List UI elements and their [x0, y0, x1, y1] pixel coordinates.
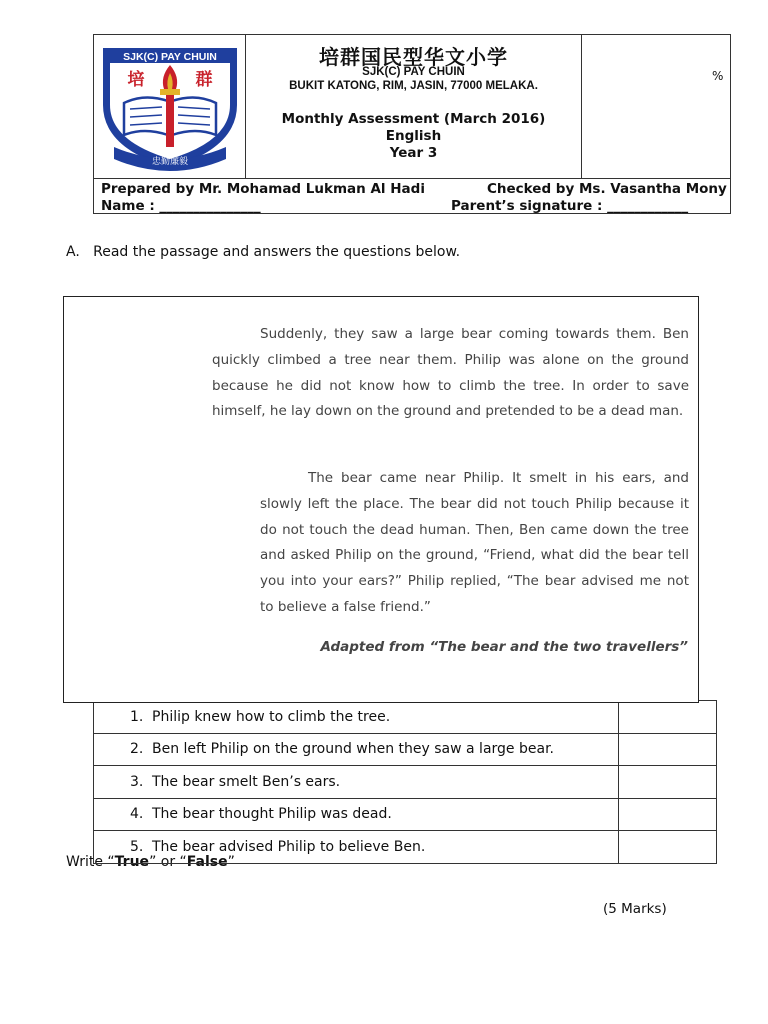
marks-label: (5 Marks) — [603, 901, 667, 917]
question-cell — [94, 733, 619, 766]
school-address: BUKIT KATONG, RIM, JASIN, 77000 MELAKA. — [289, 80, 538, 92]
assessment-title: Monthly Assessment (March 2016) — [281, 111, 546, 127]
question-cell — [94, 798, 619, 831]
passage-paragraph-1: Suddenly, they saw a large bear coming towards them. Ben quickly climbed a tree near them. Philip was alone on the ground because he did not know how to climb the tree. In order to save himself, he lay down on the ground and pretended to be a dead man. — [212, 326, 689, 420]
table-row — [94, 798, 717, 831]
name-field[interactable]: Name : _______________ — [101, 198, 261, 214]
true-word: True — [114, 854, 150, 870]
false-word: False — [186, 854, 228, 870]
table-row — [94, 701, 717, 734]
info-row — [94, 178, 730, 214]
score-cell[interactable] — [582, 35, 730, 178]
question-text: Philip knew how to climb the tree. — [152, 708, 391, 725]
question-text: The bear advised Philip to believe Ben. — [152, 838, 426, 855]
question-number: 5. — [130, 838, 144, 855]
question-cell — [94, 831, 619, 864]
question-number: 3. — [130, 773, 144, 790]
question-text: The bear thought Philip was dead. — [152, 806, 392, 823]
question-cell — [94, 701, 619, 734]
question-cell — [94, 766, 619, 799]
passage-box — [63, 296, 699, 703]
answer-cell[interactable] — [619, 798, 717, 831]
passage-source: Adapted from “The bear and the two travellers” — [320, 639, 688, 655]
answer-cell[interactable] — [619, 831, 717, 864]
school-crest-logo — [94, 35, 246, 178]
logo-char-left: 培 — [127, 70, 145, 90]
question-number: 2. — [130, 741, 144, 758]
passage-paragraph-2: The bear came near Philip. It smelt in his ears, and slowly left the place. The bear did not touch Philip because it do not touch the dead human. Then, Ben came down the tree and asked Philip on the ground, “Friend, what did the bear tell you into your ears?” Philip replied, “The bear advised me not to believe a false friend.” — [260, 470, 689, 615]
table-row — [94, 733, 717, 766]
questions-table — [93, 700, 717, 864]
question-number: 1. — [130, 708, 144, 725]
question-number: 4. — [130, 806, 144, 823]
answer-cell[interactable] — [619, 701, 717, 734]
question-text: The bear smelt Ben’s ears. — [152, 773, 341, 790]
school-name-chinese: 培群国民型华文小学 — [319, 45, 508, 69]
write-prefix: Write “ — [66, 854, 115, 870]
logo-char-right: 群 — [195, 70, 213, 90]
write-suffix: ” — [227, 854, 235, 870]
percent-symbol: % — [712, 69, 724, 83]
year-level: Year 3 — [389, 145, 438, 161]
checked-by: Checked by Ms. Vasantha Mony — [487, 181, 727, 197]
logo-motto: 忠勤廉毅 — [151, 157, 189, 167]
answer-cell[interactable] — [619, 733, 717, 766]
logo-cell — [94, 35, 246, 178]
parent-signature-field[interactable]: Parent’s signature : ____________ — [451, 198, 689, 214]
subject-name: English — [385, 128, 442, 144]
section-instruction: A. Read the passage and answers the questions below. — [66, 244, 461, 260]
title-cell — [246, 35, 582, 178]
write-middle: ” or “ — [149, 854, 187, 870]
school-name-english: SJK(C) PAY CHUIN — [362, 66, 465, 78]
answer-cell[interactable] — [619, 766, 717, 799]
header-table — [93, 34, 731, 214]
logo-top-text: SJK(C) PAY CHUIN — [123, 51, 217, 63]
prepared-by: Prepared by Mr. Mohamad Lukman Al Hadi — [101, 181, 425, 197]
question-text: Ben left Philip on the ground when they saw a large bear. — [152, 741, 554, 758]
table-row — [94, 831, 717, 864]
table-row — [94, 766, 717, 799]
